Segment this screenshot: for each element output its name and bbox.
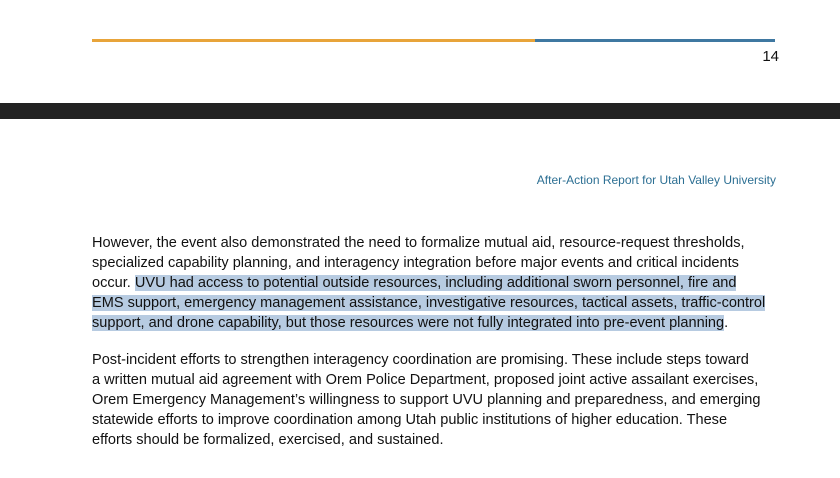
highlighted-text-line-2: EMS support, emergency management assistance, investigative resources, tactical assets, traffic-control [92, 295, 766, 312]
page-number: 14 [762, 48, 779, 65]
paragraph-2-line-1: Post-incident efforts to strengthen interagency coordination are promising. These include steps toward [92, 352, 749, 368]
paragraph-1-line-3 [92, 273, 782, 293]
highlighted-text-line-1: UVU had access to potential outside resources, including additional sworn personnel, fire and [134, 275, 737, 292]
paragraph-2-line-3: Orem Emergency Management’s willingness to support UVU planning and preparedness, and emerging [92, 392, 761, 409]
page-gap [0, 103, 840, 119]
paragraph-2-line-4: statewide efforts to improve coordination among Utah public institutions of higher education. These [92, 412, 728, 429]
running-header: After-Action Report for Utah Valley University [536, 173, 776, 187]
paragraph-1-line-4 [92, 293, 782, 313]
paragraph-2 [92, 350, 782, 450]
paragraph-1-line-5-end: . [724, 315, 729, 332]
paragraph-1-line-1: However, the event also demonstrated the need to formalize mutual aid, resource-request thresholds, [92, 235, 745, 251]
paragraph-2-line-2: a written mutual aid agreement with Orem Police Department, proposed joint active assailant exercises, [92, 372, 759, 389]
paragraph-1 [92, 233, 782, 333]
paragraph-1-line-2: specialized capability planning, and interagency integration before major events and critical incidents [92, 255, 739, 272]
highlighted-text-line-3: support, and drone capability, but those resources were not fully integrated into pre-event planning [92, 315, 725, 332]
paragraph-2-line-5: efforts should be formalized, exercised, and sustained. [92, 432, 444, 449]
paragraph-1-line-5 [92, 313, 782, 333]
top-rule-orange [92, 39, 535, 42]
paragraph-1-line-3-plain: occur. [92, 275, 135, 292]
top-rule-blue [535, 39, 775, 42]
